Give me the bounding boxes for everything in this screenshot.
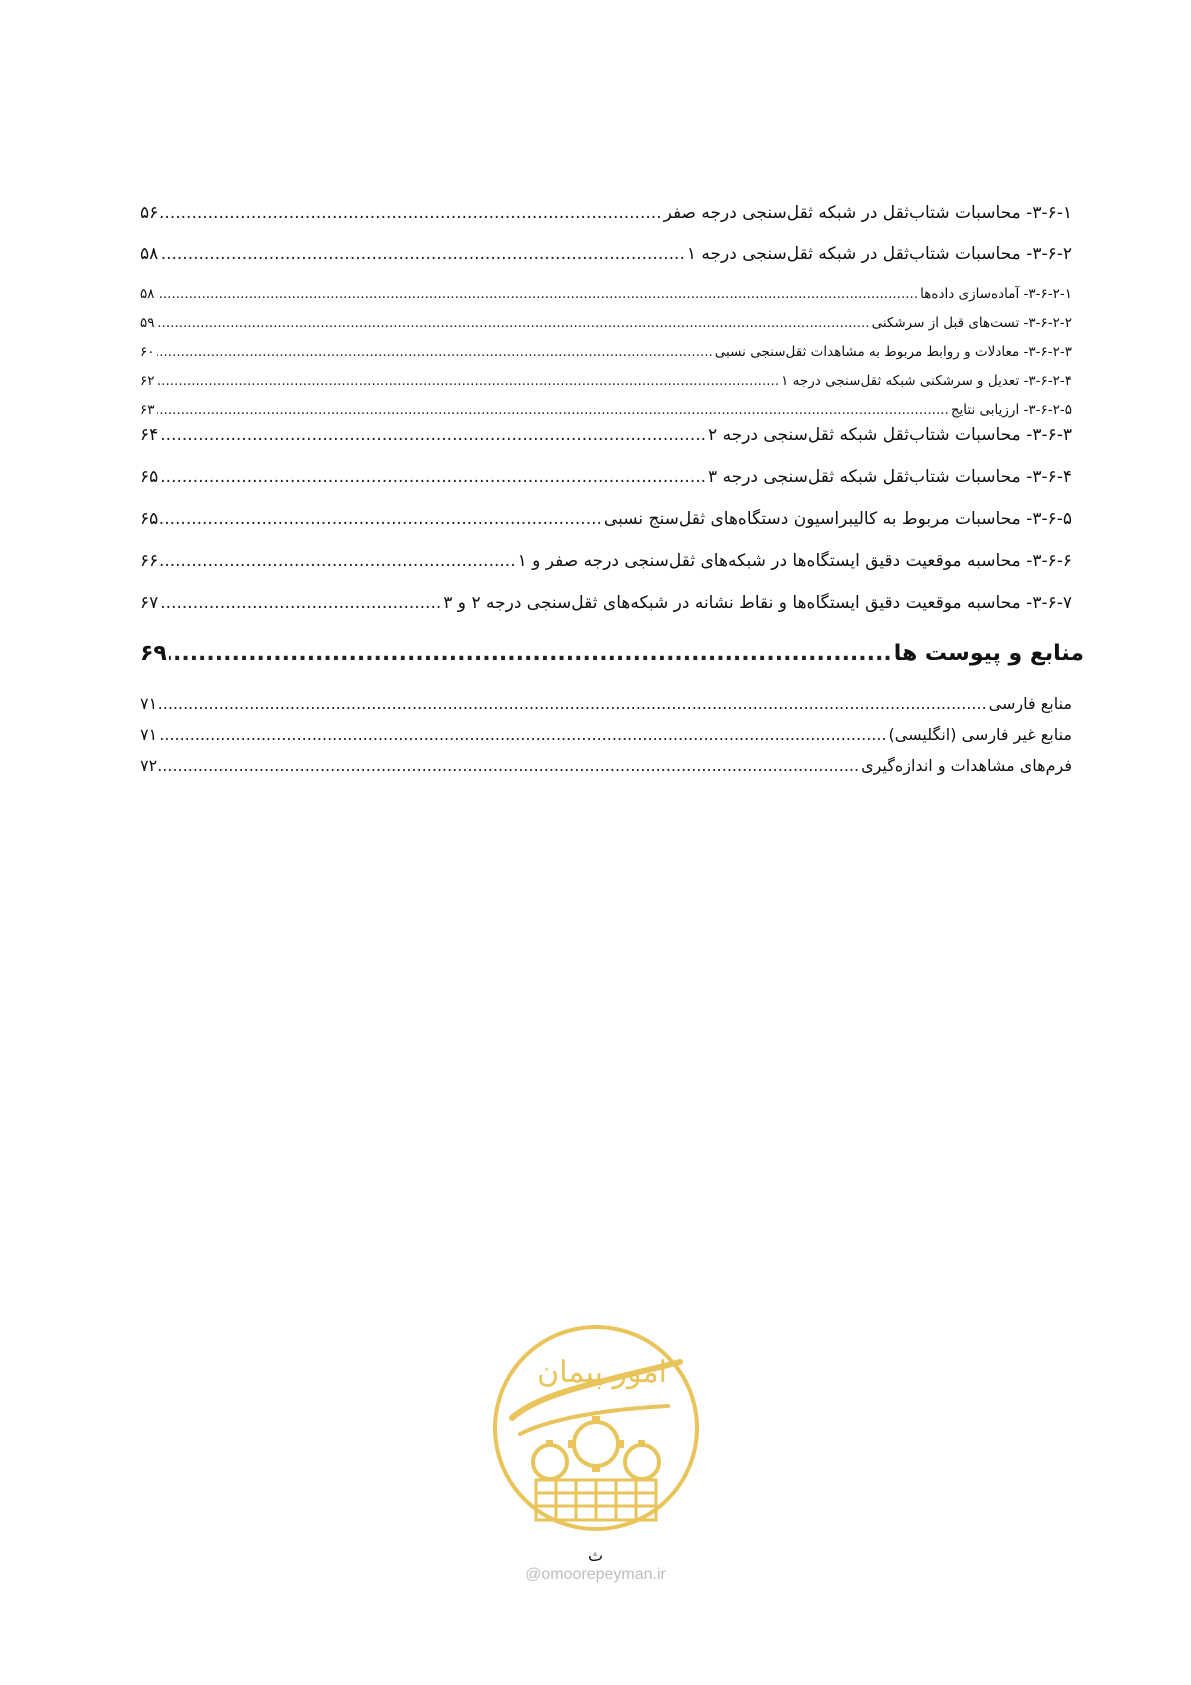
toc-leader-dots: [157, 344, 713, 360]
toc-leader-dots: [159, 756, 859, 775]
toc-leader-dots: [160, 509, 602, 529]
toc-entry-title: منابع غیر فارسی (انگلیسی): [888, 725, 1072, 744]
toc-entry-3-6-7[interactable]: [140, 593, 1072, 613]
toc-entry-persian-references[interactable]: [140, 694, 1072, 713]
toc-entry-3-6-2-1[interactable]: [140, 286, 1072, 302]
page-number-letter: ث: [587, 1546, 604, 1565]
toc-entry-3-6-3[interactable]: [140, 425, 1072, 445]
toc-entry-english-references[interactable]: [140, 725, 1072, 744]
toc-entry-page: ۶۳: [140, 402, 155, 418]
toc-entry-title: ۳-۶-۲-۵- ارزیابی نتایج: [950, 402, 1072, 418]
toc-leader-dots: [157, 315, 870, 331]
toc-entry-page: ۵۶: [140, 203, 159, 223]
toc-entry-3-6-2-5[interactable]: [140, 402, 1072, 418]
toc-entry-page: ۶۶: [140, 551, 159, 571]
toc-entry-title: ۳-۶-۲- محاسبات شتاب‌ثقل در شبکه ثقل‌سنجی درجه ۱: [686, 244, 1072, 264]
toc-entry-page: ۶۲: [140, 373, 155, 389]
toc-leader-dots: [159, 694, 986, 713]
toc-entry-title: ۳-۶-۷- محاسبه موقعیت دقیق ایستگاه‌ها و نقاط نشانه در شبکه‌های ثقل‌سنجی درجه ۲ و ۳: [443, 593, 1072, 613]
toc-entry-title: ۳-۶-۳- محاسبات شتاب‌ثقل شبکه ثقل‌سنجی درجه ۲: [708, 425, 1072, 445]
toc-entry-3-6-2-3[interactable]: [140, 344, 1072, 360]
toc-leader-dots: [160, 593, 441, 613]
toc-entry-3-6-2[interactable]: [140, 244, 1072, 264]
toc-leader-dots: [160, 203, 661, 223]
watermark-url: @omoorepeyman.ir: [525, 1566, 666, 1583]
toc-leader-dots: [157, 373, 780, 389]
toc-entry-title: ۳-۶-۶- محاسبه موقعیت دقیق ایستگاه‌ها در شبکه‌های ثقل‌سنجی درجه صفر و ۱: [517, 551, 1072, 571]
toc-leader-dots: [159, 725, 886, 744]
toc-entry-3-6-6[interactable]: [140, 551, 1072, 571]
toc-entry-page: ۷۱: [140, 694, 158, 713]
toc-entry-title: ۳-۶-۲-۳- معادلات و روابط مربوط به مشاهدات ثقل‌سنجی نسبی: [714, 344, 1072, 360]
toc-entry-title: ۳-۶-۴- محاسبات شتاب‌ثقل شبکه ثقل‌سنجی درجه ۳: [708, 467, 1072, 487]
toc-entry-page: ۶۵: [140, 467, 159, 487]
toc-leader-dots: [160, 425, 706, 445]
toc-leader-dots: [157, 402, 949, 418]
toc-entry-3-6-5[interactable]: [140, 509, 1072, 529]
toc-entry-title: ۳-۶-۲-۴- تعدیل و سرشکنی شبکه ثقل‌سنجی درجه ۱: [781, 373, 1072, 389]
toc-leader-dots: [160, 551, 515, 571]
toc-entry-3-6-4[interactable]: [140, 467, 1072, 487]
toc-leader-dots: [160, 467, 706, 487]
toc-entry-page: ۶۷: [140, 593, 159, 613]
toc-entry-title: ۳-۶-۵- محاسبات مربوط به کالیبراسیون دستگاه‌های ثقل‌سنج نسبی: [603, 509, 1072, 529]
toc-entry-title: منابع و پیوست ها: [893, 641, 1084, 666]
toc-entry-page: ۷۱: [140, 725, 158, 744]
omoorepeyman-seal-logo: [490, 1322, 702, 1534]
toc-entry-3-6-2-4[interactable]: [140, 373, 1072, 389]
toc-entry-references-appendices[interactable]: [140, 641, 1084, 666]
toc-entry-3-6-1[interactable]: [140, 203, 1072, 223]
toc-entry-title: منابع فارسی: [988, 694, 1072, 713]
toc-entry-page: ۶۰: [140, 344, 155, 360]
toc-entry-page: ۷۲: [140, 756, 158, 775]
toc-entry-3-6-2-2[interactable]: [140, 315, 1072, 331]
toc-entry-page: ۵۹: [140, 315, 155, 331]
toc-leader-dots: [160, 244, 685, 264]
toc-leader-dots: [169, 641, 892, 666]
toc-entry-title: فرم‌های مشاهدات و اندازه‌گیری: [861, 756, 1072, 775]
toc-entry-page: ۵۸: [140, 286, 155, 302]
toc-entry-observation-forms[interactable]: [140, 756, 1072, 775]
toc-entry-title: ۳-۶-۲-۱- آماده‌سازی داده‌ها: [920, 286, 1072, 302]
toc-leader-dots: [157, 286, 919, 302]
toc-entry-title: ۳-۶-۲-۲- تست‌های قبل از سرشکنی: [871, 315, 1072, 331]
toc-entry-page: ۶۵: [140, 509, 159, 529]
toc-entry-page: ۶۴: [140, 425, 159, 445]
toc-entry-page: ۶۹: [140, 641, 167, 666]
toc-entry-page: ۵۸: [140, 244, 159, 264]
toc-entry-title: ۳-۶-۱- محاسبات شتاب‌ثقل در شبکه ثقل‌سنجی درجه صفر: [663, 203, 1072, 223]
seal-lettering: امور پیمان: [537, 1355, 667, 1390]
